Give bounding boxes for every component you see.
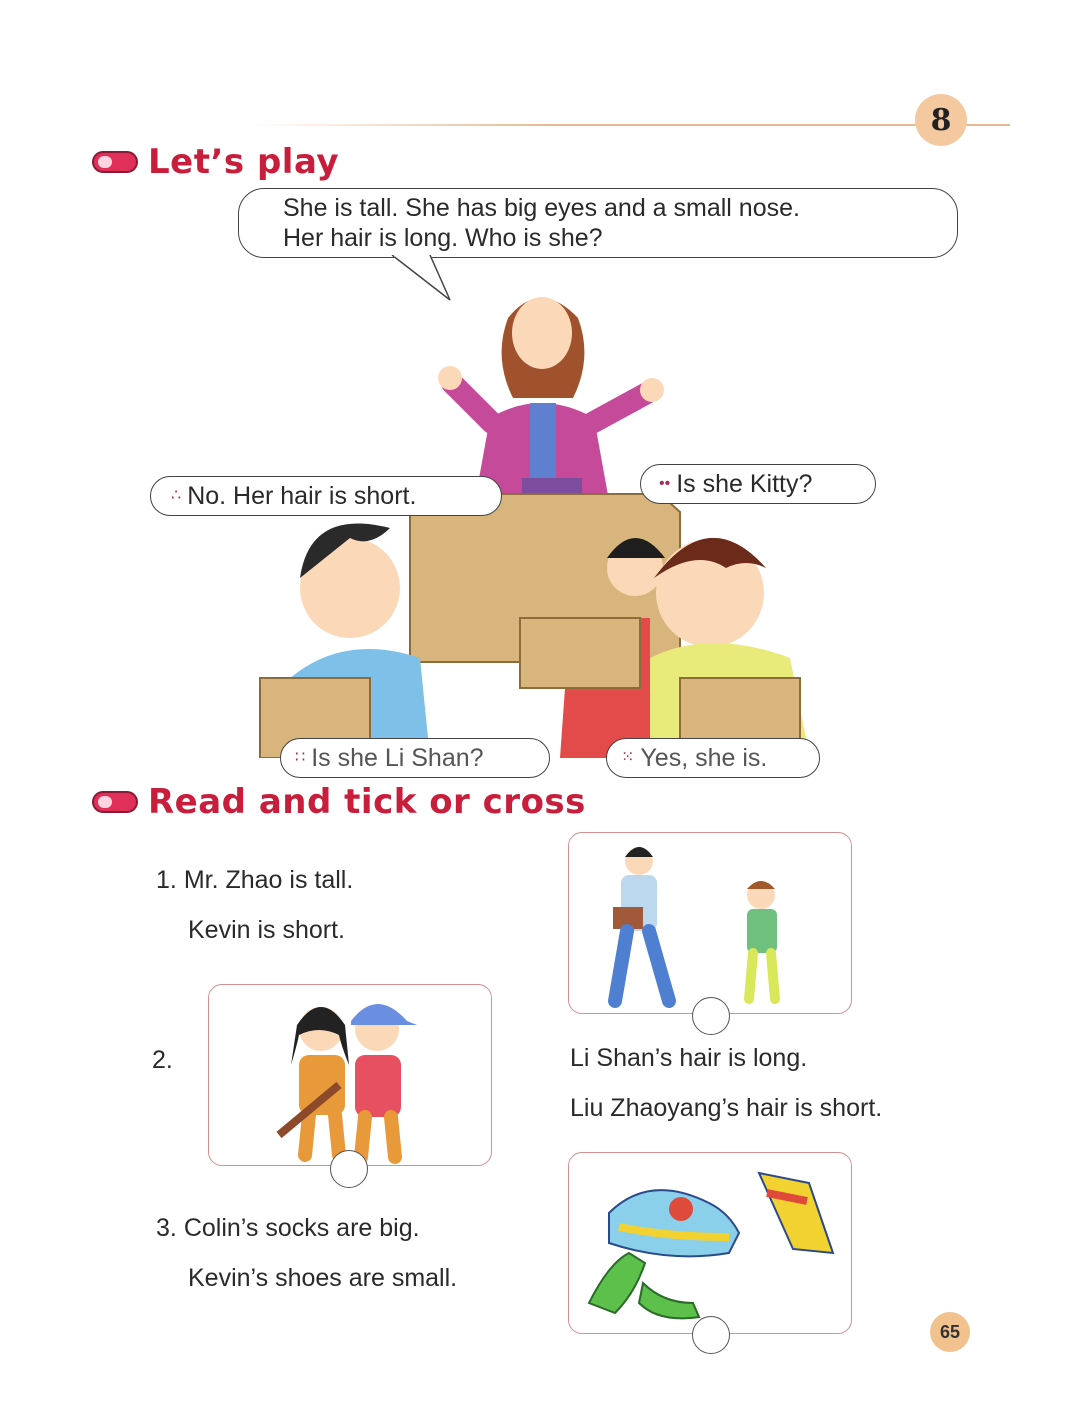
teacher-bubble-line2: Her hair is long. Who is she? [283,224,603,252]
exercise-3-line2: Kevin’s shoes are small. [188,1264,458,1292]
dots-icon: ∷ [295,749,306,766]
exercise-2-answer-circle[interactable] [330,1150,368,1188]
exercise-2-picture [208,984,492,1166]
exercise-2-line2: Liu Zhaoyang’s hair is short. [570,1094,883,1122]
boy-speech-bubble [150,476,502,516]
girl-answer-text: Yes, she is. [640,744,768,772]
exercise-1-picture [568,832,852,1014]
exercise-2-line1: Li Shan’s hair is long. [570,1044,808,1072]
boy-question-text: Is she Li Shan? [311,744,484,772]
teacher-speech-bubble [238,188,958,258]
exercise-3-answer-circle[interactable] [692,1316,730,1354]
exercise-1-answer-circle[interactable] [692,997,730,1035]
dots-icon: •• [659,475,671,492]
girl-speech-bubble [640,464,876,504]
boy-bubble-text: No. Her hair is short. [187,482,417,510]
read-tick-header [92,782,586,822]
boy-question-bubble [280,738,550,778]
teacher-bubble-line1: She is tall. She has big eyes and a small nose. [283,194,800,222]
section-pill-icon [92,151,138,173]
girl-bubble-text: Is she Kitty? [676,470,813,498]
lets-play-title: Let’s play [148,142,340,182]
dots-icon: ∴ [171,487,182,504]
exercise-1-line1: 1. Mr. Zhao is tall. [156,866,354,894]
section-pill-icon [92,791,138,813]
exercise-3-line1: 3. Colin’s socks are big. [156,1214,420,1242]
page-number: 65 [930,1312,970,1352]
exercise-2-number: 2. [152,1046,173,1074]
lets-play-header [92,142,339,182]
girl-answer-bubble [606,738,820,778]
unit-badge: 8 [915,94,967,146]
header-rule [250,124,1010,126]
exercise-3-picture [568,1152,852,1334]
dots-icon: ⁙ [621,749,635,766]
boy-figure [260,524,430,758]
exercise-1-line2: Kevin is short. [188,916,346,944]
read-tick-title: Read and tick or cross [148,782,586,822]
